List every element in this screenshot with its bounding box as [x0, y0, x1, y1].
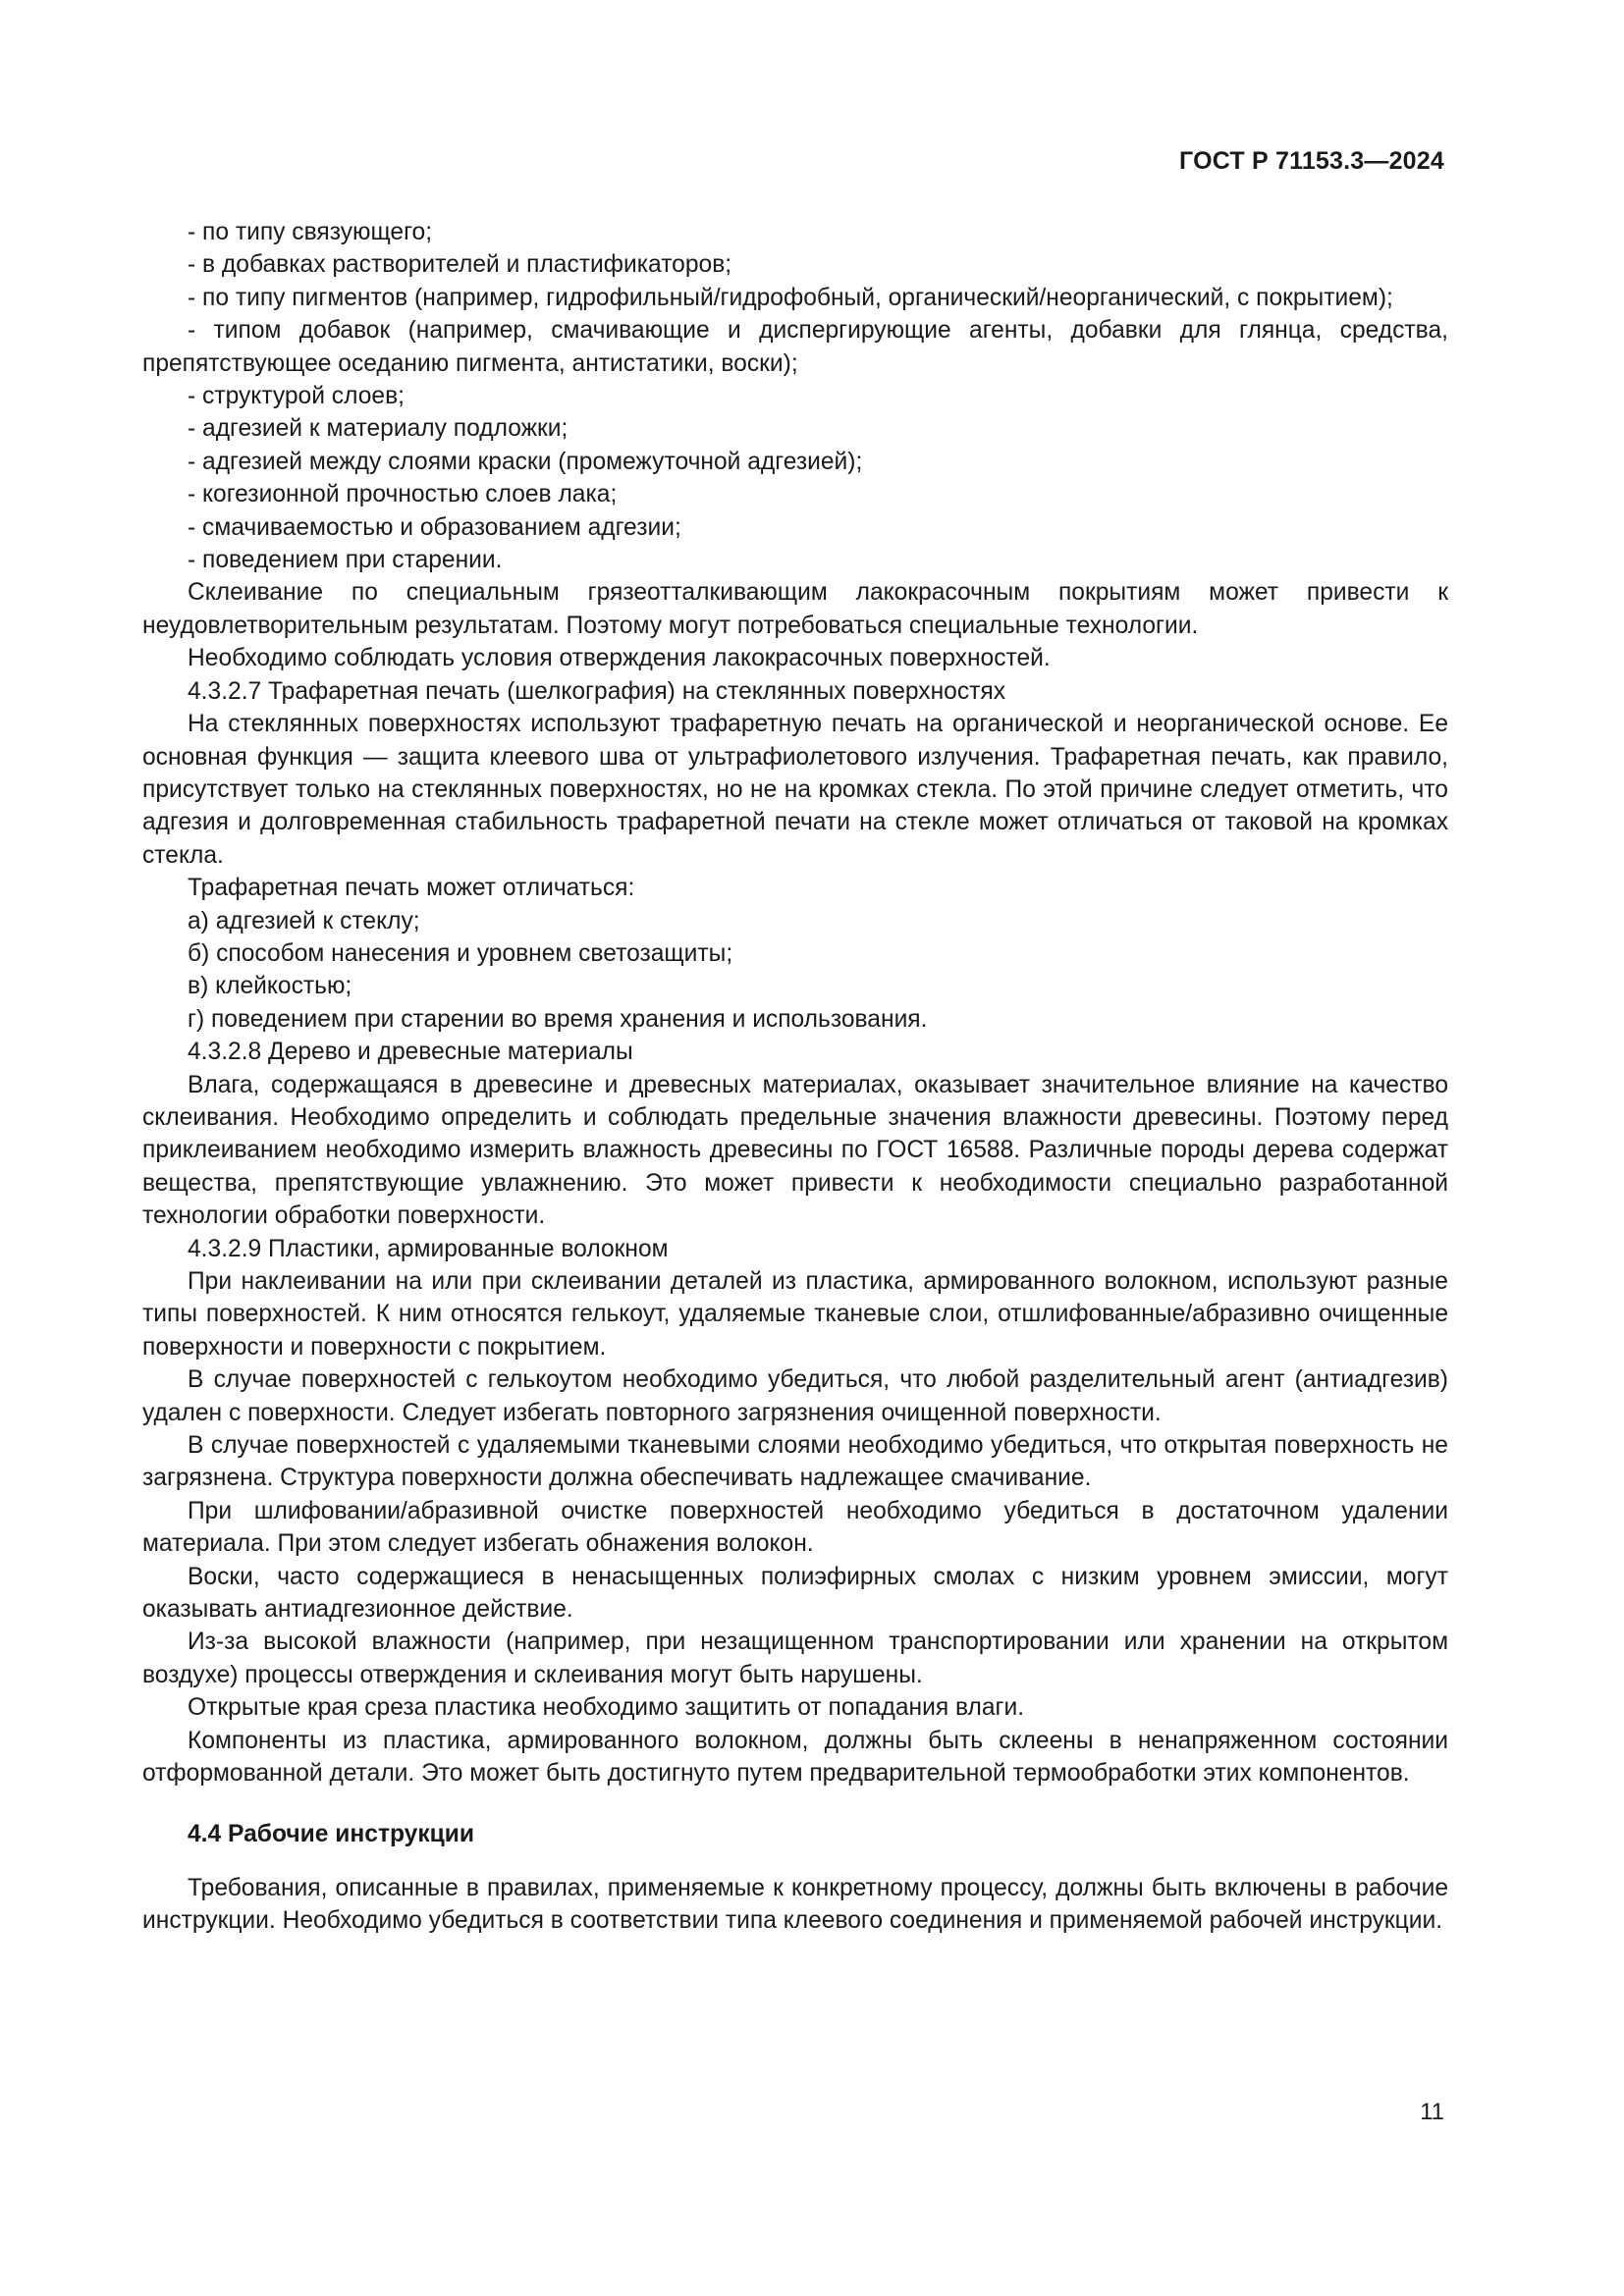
lettered-list-item: в) клейкостью;	[188, 973, 352, 1000]
list-item: - когезионной прочностью слоев лака;	[188, 481, 618, 508]
lettered-list-item: г) поведением при старении во время хранения и использования.	[188, 1005, 928, 1033]
section-heading: 4.4 Рабочие инструкции	[188, 1820, 475, 1847]
paragraph: 4.3.2.8 Дерево и древесные материалы	[188, 1039, 633, 1066]
paragraph: Необходимо соблюдать условия отверждения лакокрасочных поверхностей.	[188, 645, 1051, 672]
list-item: - структурой слоев;	[188, 383, 405, 410]
list-item: - в добавках растворителей и пластификаторов;	[188, 251, 732, 279]
list-item: - смачиваемостью и образованием адгезии;	[188, 513, 681, 541]
paragraph: 4.3.2.9 Пластики, армированные волокном	[188, 1235, 669, 1262]
lettered-list-item: а) адгезией к стеклу;	[188, 907, 420, 934]
paragraph: 4.3.2.7 Трафаретная печать (шелкография) на стеклянных поверхностях	[188, 677, 1006, 705]
list-item: - по типу пигментов (например, гидрофильный/гидрофобный, органический/неорганический, с покрытием);	[188, 284, 1393, 311]
paragraph: При наклеивании на или при склеивании деталей из пластика, армированного волокном, используют разные типы поверхностей. К ним относятся гелькоут, удаляемые тканевые слои, отшлифованные/абразивно очищенные поверхности и поверхности с покрытием.	[142, 1268, 1448, 1361]
paragraph: Склеивание по специальным грязеотталкивающим лакокрасочным покрытиям может привести к неудовлетворительным результатам. Поэтому могут потребоваться специальные технологии.	[142, 579, 1448, 639]
lettered-list-item: б) способом нанесения и уровнем светозащиты;	[188, 939, 733, 967]
paragraph: Открытые края среза пластика необходимо защитить от попадания влаги.	[188, 1694, 1025, 1722]
paragraph: Из-за высокой влажности (например, при незащищенном транспортировании или хранении на открытом воздухе) процессы отверждения и склеивания могут быть нарушены.	[142, 1629, 1448, 1688]
paragraph: На стеклянных поверхностях используют трафаретную печать на органической и неорганической основе. Ее основная функция — защита клеевого шва от ультрафиолетового излучения. Трафаретная печать, как правило, присутствует только на стеклянных поверхностях, но не на кромках стекла. По этой причине следует отметить, что адгезия и долговременная стабильность трафаретной печати на стекле может отличаться от таковой на кромках стекла.	[142, 711, 1448, 869]
list-item: - типом добавок (например, смачивающие и диспергирующие агенты, добавки для глянца, средства, препятствующее оседанию пигмента, антистатики, воски);	[142, 317, 1448, 377]
list-item: - поведением при старении.	[188, 547, 503, 574]
list-item: - по типу связующего;	[188, 219, 433, 245]
document-code-header: ГОСТ Р 71153.3—2024	[1179, 147, 1444, 175]
paragraph: В случае поверхностей с гелькоутом необходимо убедиться, что любой разделительный агент (антиадгезив) удален с поверхности. Следует избегать повторного загрязнения очищенной поверхности.	[142, 1366, 1448, 1426]
paragraph: При шлифовании/абразивной очистке поверхностей необходимо убедиться в достаточном удалении материала. При этом следует избегать обнажения волокон.	[142, 1497, 1448, 1558]
document-body	[142, 216, 1448, 1938]
paragraph: Трафаретная печать может отличаться:	[188, 875, 635, 902]
list-item: - адгезией между слоями краски (промежуточной адгезией);	[188, 448, 863, 475]
paragraph: Требования, описанные в правилах, применяемые к конкретному процессу, должны быть включены в рабочие инструкции. Необходимо убедиться в соответствии типа клеевого соединения и применяемой рабочей инструкции.	[142, 1874, 1448, 1935]
paragraph: Влага, содержащаяся в древесине и древесных материалах, оказывает значительное влияние на качество склеивания. Необходимо определить и соблюдать предельные значения влажности древесины. Поэтому перед приклеиванием необходимо измерить влажность древесины по ГОСТ 16588. Различные породы дерева содержат вещества, препятствующие увлажнению. Это может привести к необходимости специально разработанной технологии обработки поверхности.	[142, 1071, 1448, 1230]
page-number: 11	[1420, 2099, 1444, 2125]
list-item: - адгезией к материалу подложки;	[188, 415, 568, 443]
paragraph: В случае поверхностей с удаляемыми тканевыми слоями необходимо убедиться, что открытая поверхность не загрязнена. Структура поверхности должна обеспечивать надлежащее смачивание.	[142, 1432, 1448, 1492]
paragraph: Компоненты из пластика, армированного волокном, должны быть склеены в ненапряженном состоянии отформованной детали. Это может быть достигнуто путем предварительной термообработки этих компонентов.	[142, 1727, 1448, 1788]
paragraph: Воски, часто содержащиеся в ненасыщенных полиэфирных смолах с низким уровнем эмиссии, могут оказывать антиадгезионное действие.	[142, 1563, 1448, 1624]
